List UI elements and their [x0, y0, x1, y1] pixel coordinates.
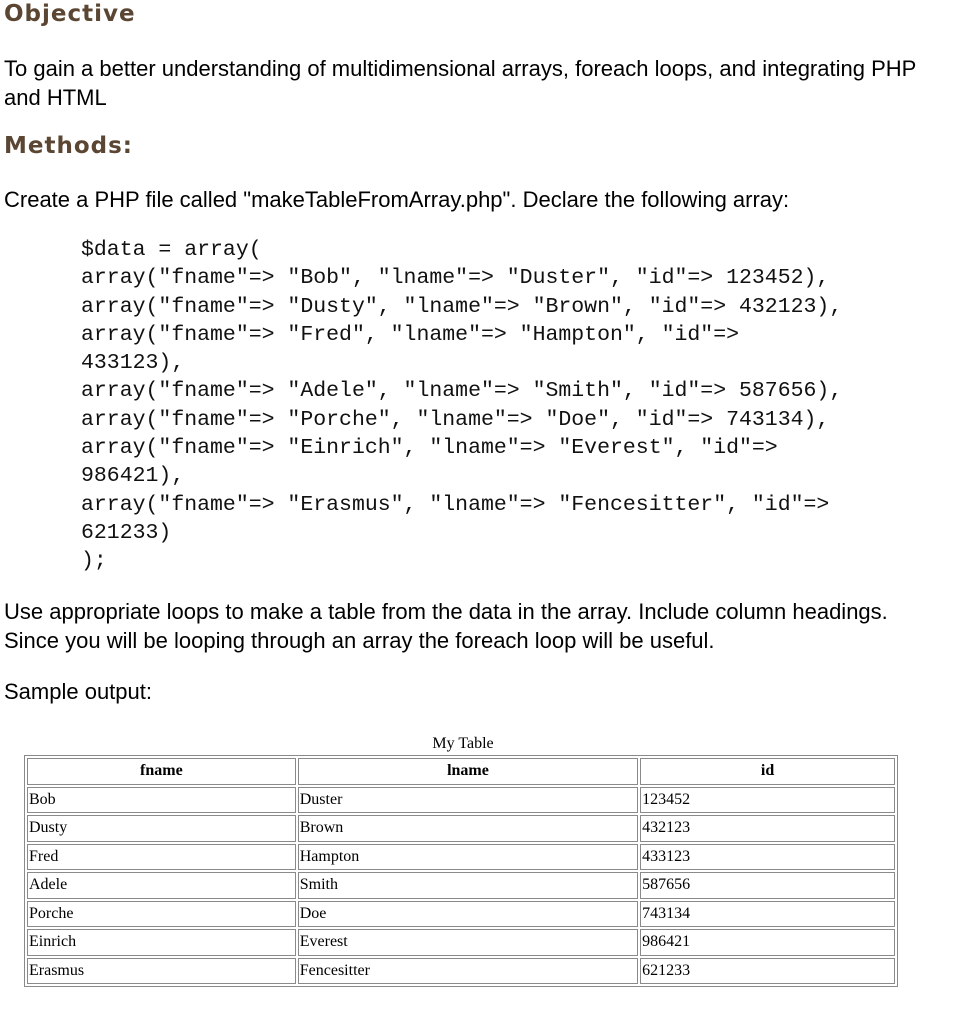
- objective-heading: Objective: [4, 1, 136, 27]
- cell-fname: Adele: [27, 872, 296, 899]
- sample-output-label: Sample output:: [4, 679, 152, 704]
- code-line: array("fname"=> "Dusty", "lname"=> "Brown", "id"=> 432123),: [81, 294, 843, 319]
- code-line: $data = array(: [81, 238, 262, 262]
- cell-lname: Doe: [298, 901, 638, 928]
- cell-lname: Duster: [298, 787, 638, 814]
- sample-table: [24, 755, 898, 987]
- cell-id: 743134: [640, 901, 895, 928]
- cell-lname: Hampton: [298, 844, 638, 871]
- code-line: 986421),: [81, 464, 185, 489]
- column-header-lname: lname: [298, 758, 638, 785]
- table-row: [27, 958, 895, 985]
- column-header-fname: fname: [27, 758, 296, 785]
- cell-lname: Fencesitter: [298, 958, 638, 985]
- cell-id: 432123: [640, 815, 895, 842]
- cell-fname: Erasmus: [27, 958, 296, 985]
- code-line: array("fname"=> "Adele", "lname"=> "Smith", "id"=> 587656),: [81, 379, 843, 404]
- php-code-block: [81, 236, 842, 576]
- code-line: array("fname"=> "Bob", "lname"=> "Duster", "id"=> 123452),: [81, 266, 830, 291]
- cell-lname: Smith: [298, 872, 638, 899]
- code-line: 433123),: [81, 351, 185, 376]
- cell-id: 621233: [640, 958, 895, 985]
- cell-id: 587656: [640, 872, 895, 899]
- methods-intro: Create a PHP file called "makeTableFromArray.php". Declare the following array:: [4, 187, 790, 212]
- cell-lname: Everest: [298, 929, 638, 956]
- sample-output: [24, 733, 902, 987]
- cell-fname: Bob: [27, 787, 296, 814]
- column-header-id: id: [640, 758, 895, 785]
- code-line: array("fname"=> "Erasmus", "lname"=> "Fencesitter", "id"=>: [81, 492, 830, 517]
- table-row: [27, 815, 895, 842]
- table-row: [27, 872, 895, 899]
- cell-fname: Einrich: [27, 929, 296, 956]
- cell-fname: Dusty: [27, 815, 296, 842]
- objective-text: To gain a better understanding of multidimensional arrays, foreach loops, and integrating PHP and HTML: [4, 56, 916, 110]
- table-row: [27, 844, 895, 871]
- code-line: array("fname"=> "Fred", "lname"=> "Hampton", "id"=>: [81, 322, 740, 347]
- table-caption: My Table: [432, 735, 494, 752]
- instructions-text: Use appropriate loops to make a table from the data in the array. Include column headings. Since you will be looping through an array the foreach loop will be useful.: [4, 599, 888, 653]
- table-row: [27, 901, 895, 928]
- table-row: [27, 787, 895, 814]
- methods-heading: Methods:: [4, 133, 134, 159]
- cell-id: 123452: [640, 787, 895, 814]
- table-row: [27, 929, 895, 956]
- cell-id: 986421: [640, 929, 895, 956]
- code-line: array("fname"=> "Porche", "lname"=> "Doe", "id"=> 743134),: [81, 407, 830, 432]
- cell-id: 433123: [640, 844, 895, 871]
- code-line: );: [81, 549, 107, 574]
- code-line: array("fname"=> "Einrich", "lname"=> "Everest", "id"=>: [81, 436, 778, 461]
- table-header-row: [27, 758, 895, 785]
- cell-fname: Porche: [27, 901, 296, 928]
- code-line: 621233): [81, 520, 172, 545]
- cell-fname: Fred: [27, 844, 296, 871]
- cell-lname: Brown: [298, 815, 638, 842]
